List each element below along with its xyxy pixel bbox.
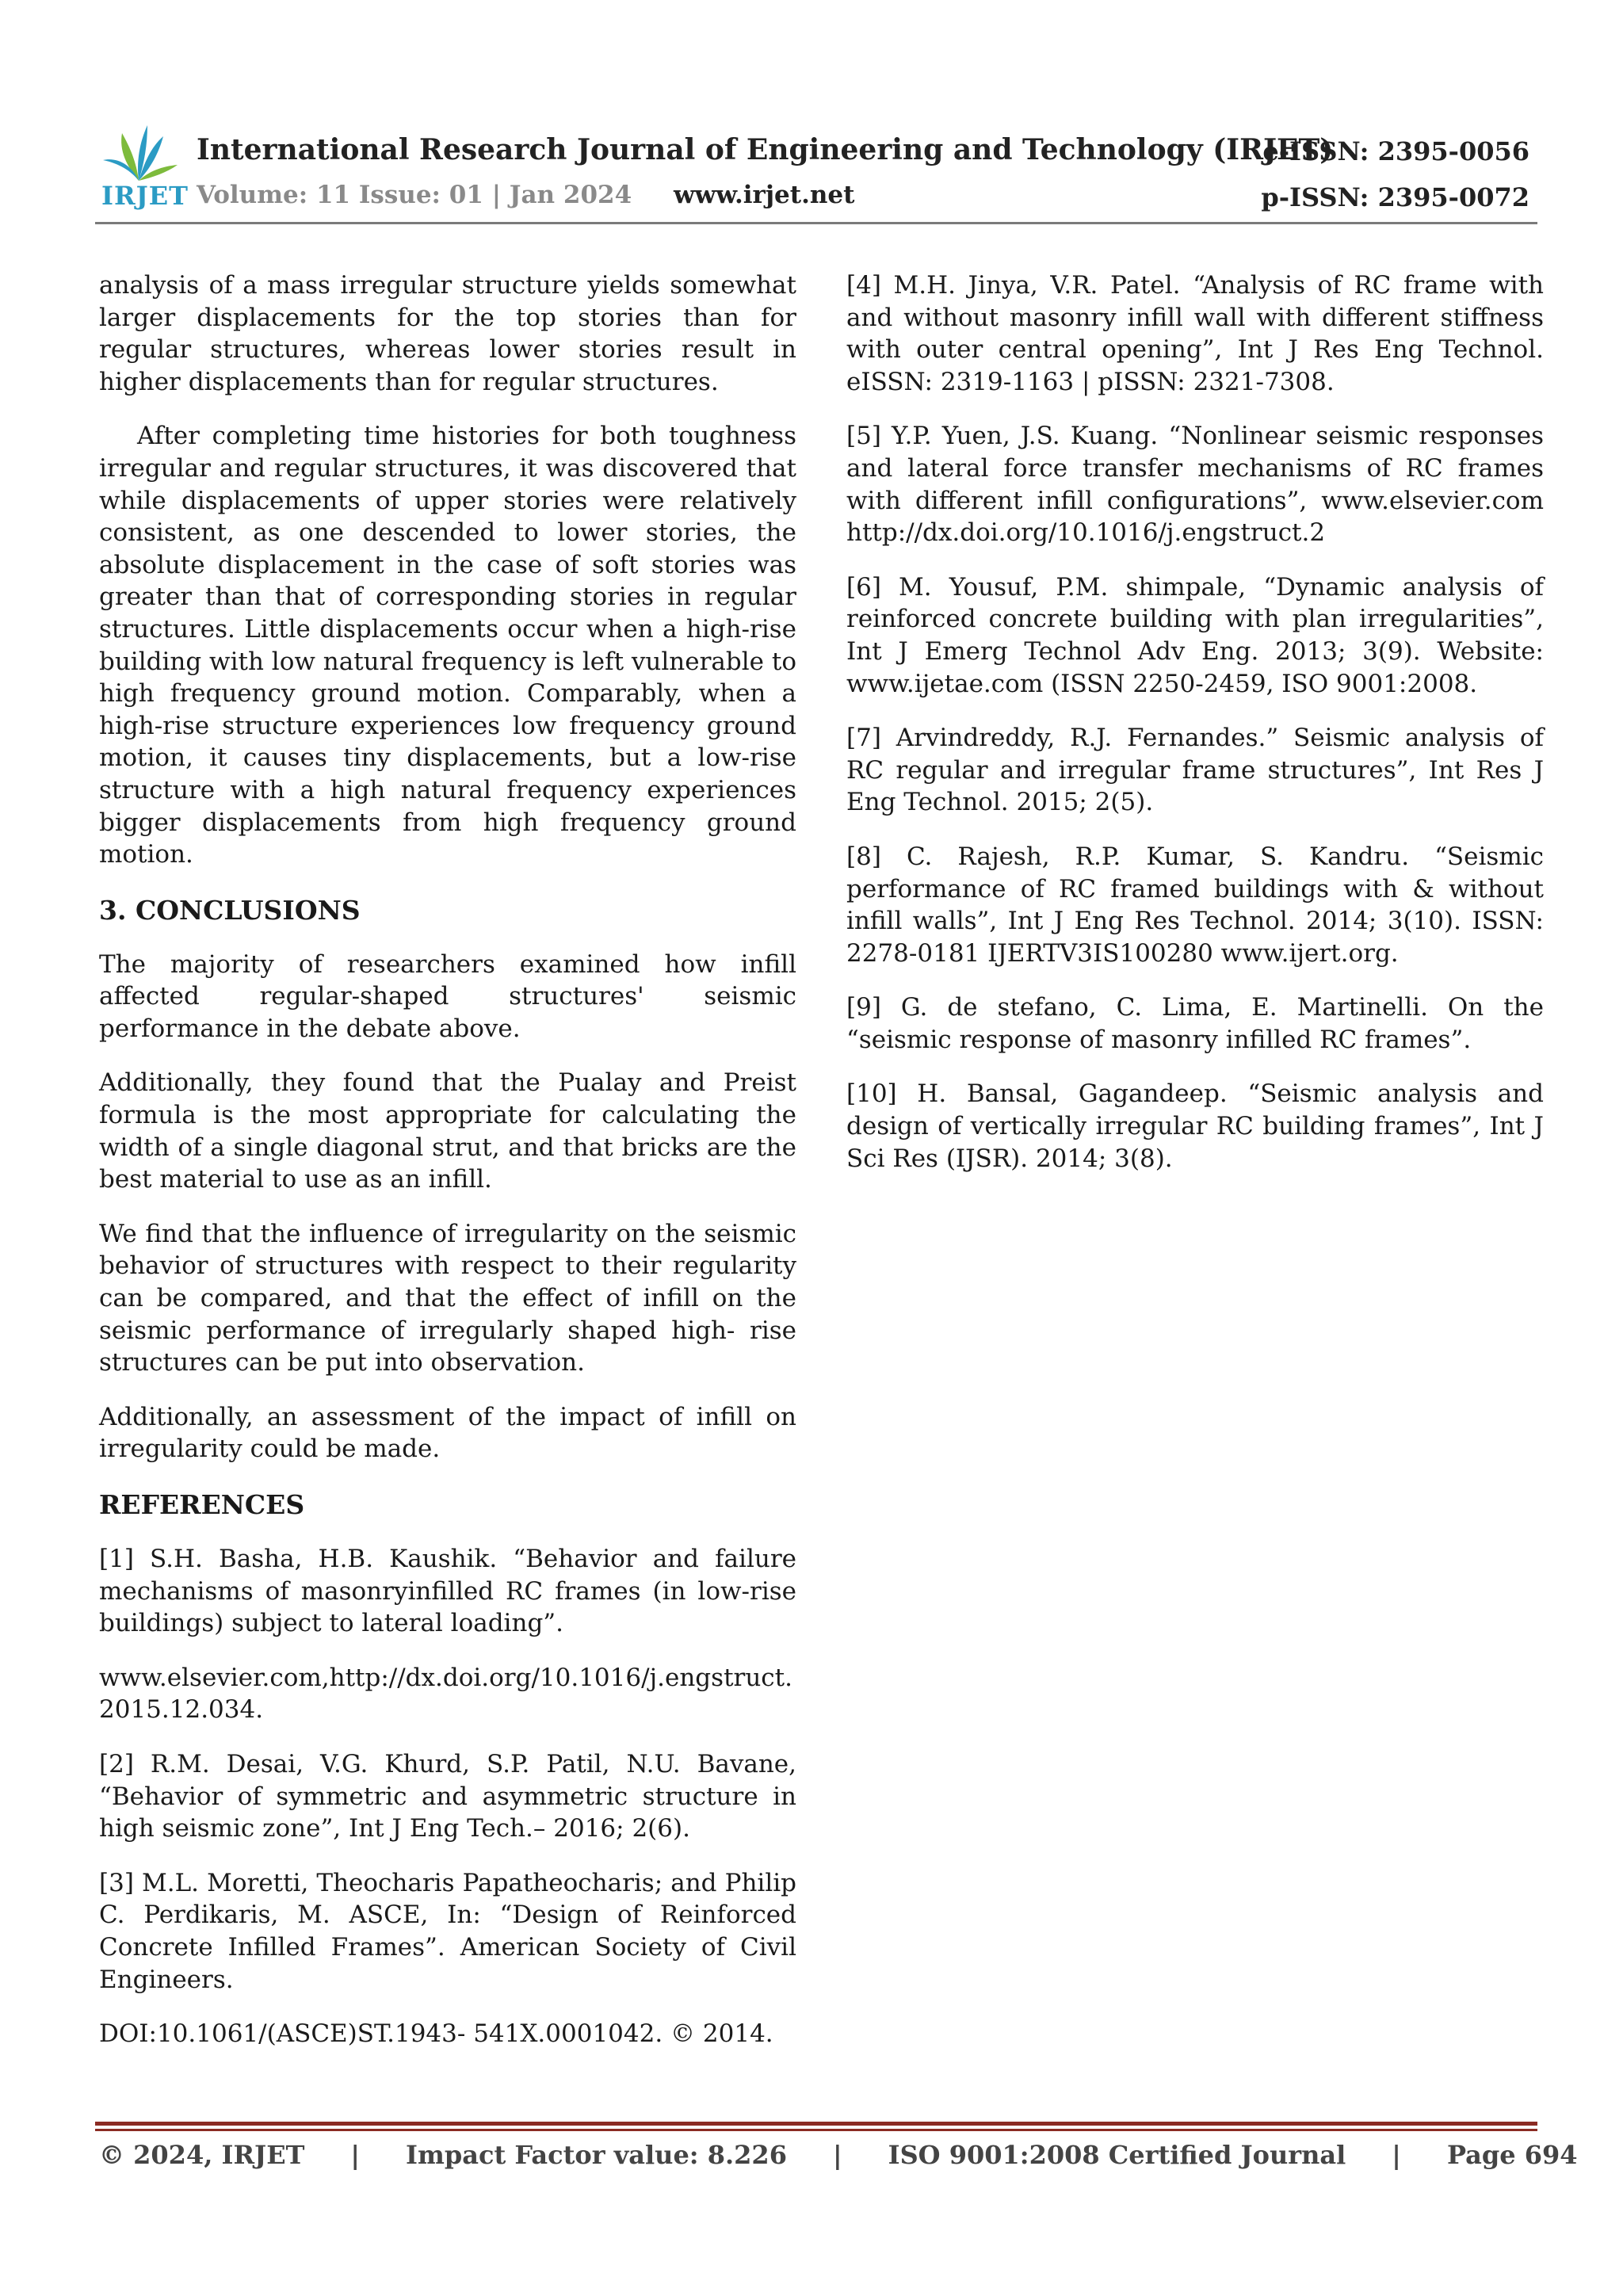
- reference-item: [2] R.M. Desai, V.G. Khurd, S.P. Patil, N.U. Bavane, “Behavior of symmetric and asymmetric structure in high seismic zone”, Int J Eng Tech.– 2016; 2(6).: [99, 1749, 796, 1843]
- page-header: [95, 119, 1537, 230]
- header-divider: [95, 222, 1537, 224]
- body-paragraph: analysis of a mass irregular structure yields somewhat larger displacements for the top stories than for regular structures, whereas lower stories result in higher displacements than for regular structures.: [99, 271, 796, 396]
- eissn: e-ISSN: 2395-0056: [1262, 136, 1529, 166]
- page-footer: [99, 2140, 1578, 2179]
- footer-copyright: © 2024, IRJET: [99, 2140, 305, 2170]
- reference-item: [7] Arvindreddy, R.J. Fernandes.” Seismic analysis of RC regular and irregular frame structures”, Int Res J Eng Technol. 2015; 2(5).: [846, 724, 1544, 817]
- reference-item: [6] M. Yousuf, P.M. shimpale, “Dynamic analysis of reinforced concrete building with plan irregularities”, Int J Emerg Technol Adv Eng. 2013; 3(9). Website: www.ijetae.com (ISSN 2250-2459, ISO 9001:2008.: [846, 572, 1544, 698]
- reference-item: [1] S.H. Basha, H.B. Kaushik. “Behavior and failure mechanisms of masonryinfilled RC frames (in low-rise buildings) subject to lateral loading”.: [99, 1545, 796, 1638]
- left-column: [99, 269, 796, 2073]
- footer-impact-factor: Impact Factor value: 8.226: [406, 2140, 787, 2170]
- footer-separator: |: [1392, 2140, 1401, 2170]
- section-heading-conclusions: 3. CONCLUSIONS: [99, 894, 361, 926]
- footer-separator: |: [350, 2140, 361, 2170]
- logo-text: IRJET: [101, 181, 189, 211]
- right-column: [846, 269, 1544, 1197]
- reference-doi: DOI:10.1061/(ASCE)ST.1943- 541X.0001042. © 2014.: [99, 2019, 773, 2049]
- footer-divider-thin: [95, 2129, 1537, 2131]
- conclusion-paragraph: Additionally, they found that the Pualay and Preist formula is the most appropriate for calculating the width of a single diagonal strut, and that bricks are the best material to use as an infill.: [99, 1068, 796, 1194]
- footer-separator: |: [832, 2140, 842, 2170]
- conclusion-paragraph: The majority of researchers examined how infill affected regular-shaped structures' seismic performance in the debate above.: [99, 949, 796, 1043]
- reference-item: [4] M.H. Jinya, V.R. Patel. “Analysis of RC frame with and without masonry infill wall with different stiffness with outer central opening”, Int J Res Eng Technol. eISSN: 2319-1163 | pISSN: 2321-7308.: [846, 271, 1544, 396]
- reference-item: [3] M.L. Moretti, Theocharis Papatheocharis; and Philip C. Perdikaris, M. ASCE, In: “Design of Reinforced Concrete Infilled Frames”. American Society of Civil Engineers.: [99, 1868, 796, 1994]
- reference-item: [9] G. de stefano, C. Lima, E. Martinelli. On the “seismic response of masonry infilled RC frames”.: [846, 993, 1544, 1054]
- pissn: p-ISSN: 2395-0072: [1261, 182, 1529, 212]
- footer-iso: ISO 9001:2008 Certified Journal: [888, 2140, 1346, 2170]
- volume-issue: Volume: 11 Issue: 01 | Jan 2024: [197, 181, 632, 209]
- journal-website: www.irjet.net: [674, 181, 855, 209]
- reference-item: [8] C. Rajesh, R.P. Kumar, S. Kandru. “Seismic performance of RC framed buildings with & without infill walls”, Int J Eng Res Technol. 2014; 3(10). ISSN: 2278-0181 IJERTV3IS100280 www.ijert.org.: [846, 842, 1544, 968]
- conclusion-paragraph: Additionally, an assessment of the impact of infill on irregularity could be made.: [99, 1402, 796, 1464]
- reference-item: [10] H. Bansal, Gagandeep. “Seismic analysis and design of vertically irregular RC building frames”, Int J Sci Res (IJSR). 2014; 3(8).: [846, 1079, 1544, 1173]
- footer-page-number: Page 694: [1446, 2140, 1578, 2170]
- reference-link: www.elsevier.com,http://dx.doi.org/10.1016/j.engstruct. 2015.12.034.: [99, 1663, 792, 1725]
- body-paragraph: After completing time histories for both toughness irregular and regular structures, it was discovered that while displacements of upper stories were relatively consistent, as one descended to lower stories, the absolute displacement in the case of soft stories was greater than that of corresponding stories in regular structures. Little displacements occur when a high-rise building with low natural frequency is left vulnerable to high frequency ground motion. Comparably, when a high-rise structure experiences low frequency ground motion, it causes tiny displacements, but a low-rise structure with a high natural frequency experiences bigger displacements from high frequency ground motion.: [99, 422, 796, 869]
- reference-item: [5] Y.P. Yuen, J.S. Kuang. “Nonlinear seismic responses and lateral force transfer mechanisms of RC frames with different infill configurations”, www.elsevier.com http://dx.doi.org/10.1016/j.engstruct.2: [846, 422, 1544, 548]
- section-heading-references: REFERENCES: [99, 1489, 305, 1520]
- journal-title: International Research Journal of Engineering and Technology (IRJET): [197, 133, 1334, 166]
- footer-divider-thick: [95, 2122, 1537, 2126]
- conclusion-paragraph: We find that the influence of irregularity on the seismic behavior of structures with respect to their regularity can be compared, and that the effect of infill on the seismic performance of irregularly shaped high- rise structures can be put into observation.: [99, 1219, 796, 1377]
